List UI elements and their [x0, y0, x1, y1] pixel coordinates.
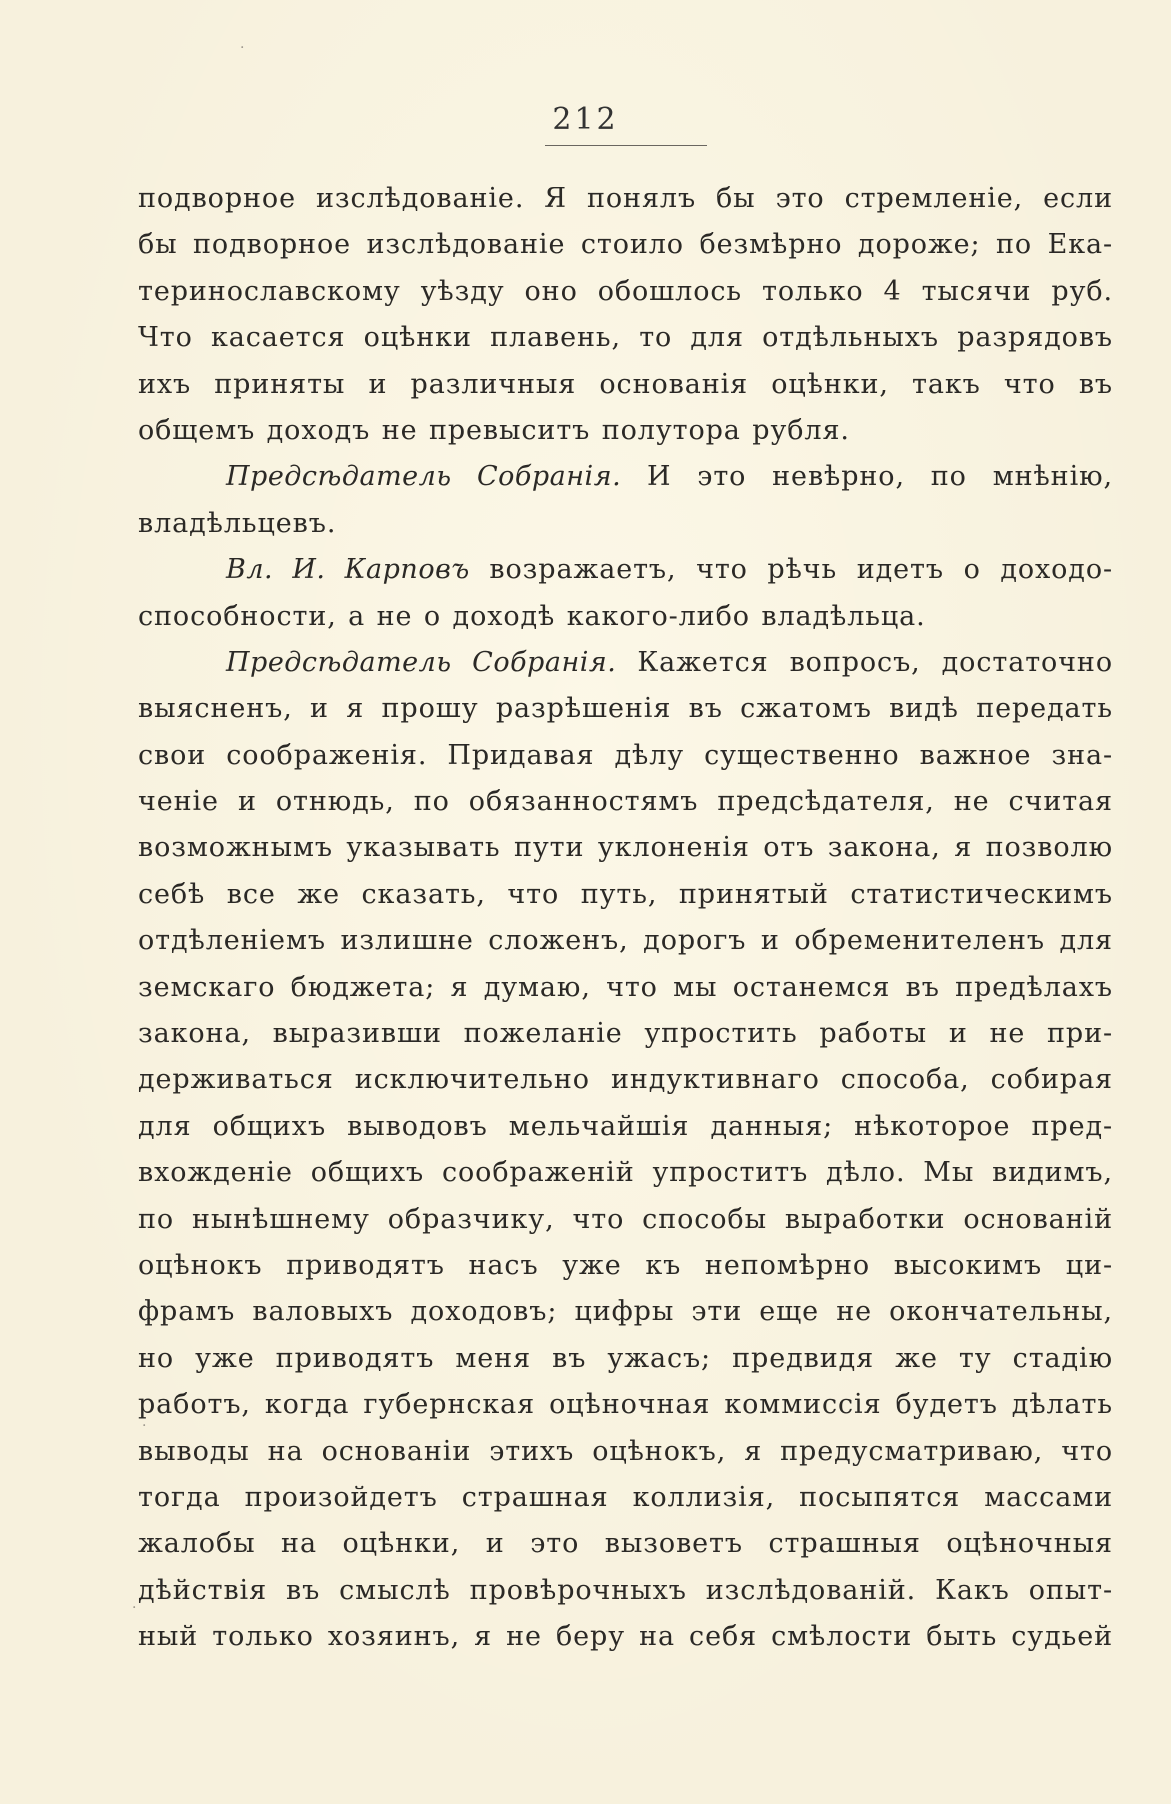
text-line	[138, 825, 1113, 871]
line-text: возможнымъ указывать пути уклоненія отъ закона, я позволю	[138, 832, 1113, 864]
line-text: ченіе и отнюдь, по обязанностямъ предсѣдателя, не считая	[138, 786, 1113, 818]
page-number: 212	[552, 102, 619, 137]
line-text: по нынѣшнему образчику, что способы выработки основаній	[138, 1203, 1113, 1235]
line-text: земскаго бюджета; я думаю, что мы останемся въ предѣлахъ	[138, 971, 1113, 1003]
line-text: способности, а не о доходѣ какого-либо владѣльца.	[138, 600, 926, 632]
speck: ·	[240, 40, 245, 56]
text-line	[138, 965, 1113, 1011]
text-line	[138, 176, 1113, 222]
line-text: теринославскому уѣзду оно обошлось только 4 тысячи руб.	[138, 275, 1113, 307]
line-text: выводы на основаніи этихъ оцѣнокъ, я предусматриваю, что	[138, 1435, 1113, 1467]
text-line	[138, 315, 1113, 361]
body-text	[138, 176, 1113, 1661]
line-text: но уже приводятъ меня въ ужасъ; предвидя же ту стадію	[138, 1342, 1113, 1374]
text-line	[138, 1521, 1113, 1567]
text-line	[138, 779, 1113, 825]
text-line	[138, 1429, 1113, 1475]
line-text: закона, выразивши пожеланіе упростить работы и не при-	[138, 1018, 1113, 1050]
text-line	[138, 872, 1113, 918]
text-line	[138, 1150, 1113, 1196]
speck: ·	[132, 1600, 137, 1616]
text-line	[138, 1614, 1113, 1660]
speaker-name: Предсѣдатель Собранія.	[226, 461, 622, 493]
line-text: возражаетъ, что рѣчь идетъ о доходо-	[469, 554, 1113, 586]
text-line	[138, 362, 1113, 408]
text-line	[138, 454, 1113, 500]
line-text: владѣльцевъ.	[138, 507, 337, 539]
line-text: отдѣленіемъ излишне сложенъ, дорогъ и обременителенъ для	[138, 925, 1113, 957]
text-line	[138, 1197, 1113, 1243]
text-line	[138, 1568, 1113, 1614]
line-text: И это невѣрно, по мнѣнію,	[621, 461, 1113, 493]
speaker-name: Предсѣдатель Собранія.	[226, 646, 617, 678]
speaker-name: Вл. И. Карповъ	[226, 554, 470, 586]
text-line	[138, 547, 1113, 593]
text-line	[138, 1475, 1113, 1521]
line-text: Кажется вопросъ, достаточно	[616, 646, 1113, 678]
line-text: себѣ все же сказать, что путь, принятый статистическимъ	[138, 878, 1113, 910]
line-text: бы подворное изслѣдованіе стоило безмѣрно дороже; по Ека-	[138, 229, 1113, 261]
speck: ·	[142, 1418, 147, 1434]
line-text: Что касается оцѣнки плавень, то для отдѣльныхъ разрядовъ	[138, 322, 1113, 354]
line-text: вхожденіе общихъ соображеній упроститъ дѣло. Мы видимъ,	[138, 1157, 1113, 1189]
header-rule	[545, 145, 707, 146]
line-text: жалобы на оцѣнки, и это вызоветъ страшныя оцѣночныя	[138, 1528, 1113, 1560]
line-text: выясненъ, и я прошу разрѣшенія въ сжатомъ видѣ передать	[138, 693, 1113, 725]
line-text: ный только хозяинъ, я не беру на себя смѣлости быть судьей	[138, 1621, 1113, 1653]
text-line	[138, 408, 1113, 454]
text-line	[138, 918, 1113, 964]
line-text: держиваться исключительно индуктивнаго способа, собирая	[138, 1064, 1113, 1096]
line-text: ихъ приняты и различныя основанія оцѣнки, такъ что въ	[138, 368, 1113, 400]
text-line	[138, 1289, 1113, 1335]
line-text: для общихъ выводовъ мельчайшія данныя; нѣкоторое пред-	[138, 1110, 1113, 1142]
line-text: тогда произойдетъ страшная коллизія, посыпятся массами	[138, 1481, 1113, 1513]
text-line	[138, 686, 1113, 732]
text-line	[138, 594, 1113, 640]
text-line	[138, 269, 1113, 315]
text-line	[138, 1336, 1113, 1382]
line-text: работъ, когда губернская оцѣночная коммиссія будетъ дѣлать	[138, 1389, 1113, 1421]
text-line	[138, 1104, 1113, 1150]
text-line	[138, 222, 1113, 268]
line-text: дѣйствія въ смыслѣ провѣрочныхъ изслѣдованій. Какъ опыт-	[138, 1574, 1113, 1606]
line-text: фрамъ валовыхъ доходовъ; цифры эти еще не окончательны,	[138, 1296, 1113, 1328]
text-line	[138, 640, 1113, 686]
text-line	[138, 1243, 1113, 1289]
line-text: подворное изслѣдованіе. Я понялъ бы это стремленіе, если	[138, 183, 1113, 214]
line-text: свои соображенія. Придавая дѣлу существенно важное зна-	[138, 739, 1113, 771]
text-line	[138, 1057, 1113, 1103]
line-text: оцѣнокъ приводятъ насъ уже къ непомѣрно высокимъ ци-	[138, 1249, 1113, 1281]
text-line	[138, 1011, 1113, 1057]
text-line	[138, 733, 1113, 779]
line-text: общемъ доходъ не превыситъ полутора рубля.	[138, 414, 850, 446]
text-line	[138, 1382, 1113, 1428]
text-line	[138, 501, 1113, 547]
